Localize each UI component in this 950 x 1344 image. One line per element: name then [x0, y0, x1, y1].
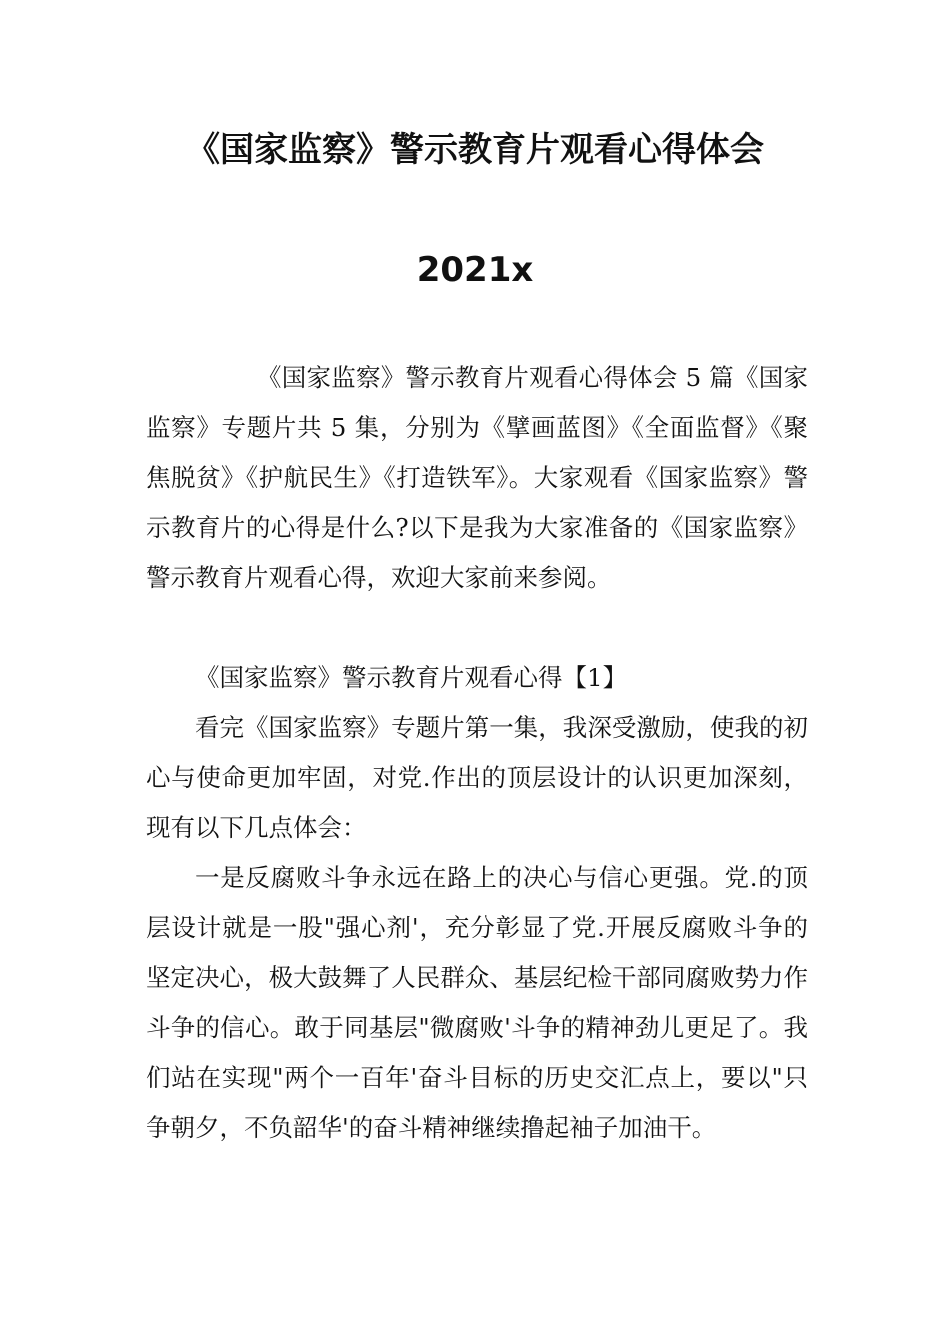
document-title-year: 2021x	[416, 250, 534, 290]
section-heading: 《国家监察》警示教育片观看心得【1】	[195, 663, 628, 692]
intro-paragraph: 《国家监察》警示教育片观看心得体会 5 篇《国家监察》专题片共 5 集，分别为《擘画蓝图》《全面监督》《聚焦脱贫》《护航民生》《打造铁军》。大家观看《国家监察》警示教育片的心得是什么?以下是我为大家准备的《国家监察》警示教育片观看心得，欢迎大家前来参阅。	[146, 363, 808, 592]
document-title: 《国家监察》警示教育片观看心得体会	[186, 130, 764, 170]
body-paragraph: 一是反腐败斗争永远在路上的决心与信心更强。党.的顶层设计就是一股"强心剂'，充分彰显了党.开展反腐败斗争的坚定决心，极大鼓舞了人民群众、基层纪检干部同腐败势力作斗争的信心。敢于同基层"微腐败'斗争的精神劲儿更足了。我们站在实现"两个一百年'奋斗目标的历史交汇点上，要以"只争朝夕，不负韶华'的奋斗精神继续撸起袖子加油干。	[146, 863, 808, 1142]
body-paragraph: 看完《国家监察》专题片第一集，我深受激励，使我的初心与使命更加牢固，对党.作出的顶层设计的认识更加深刻，现有以下几点体会：	[146, 713, 808, 842]
